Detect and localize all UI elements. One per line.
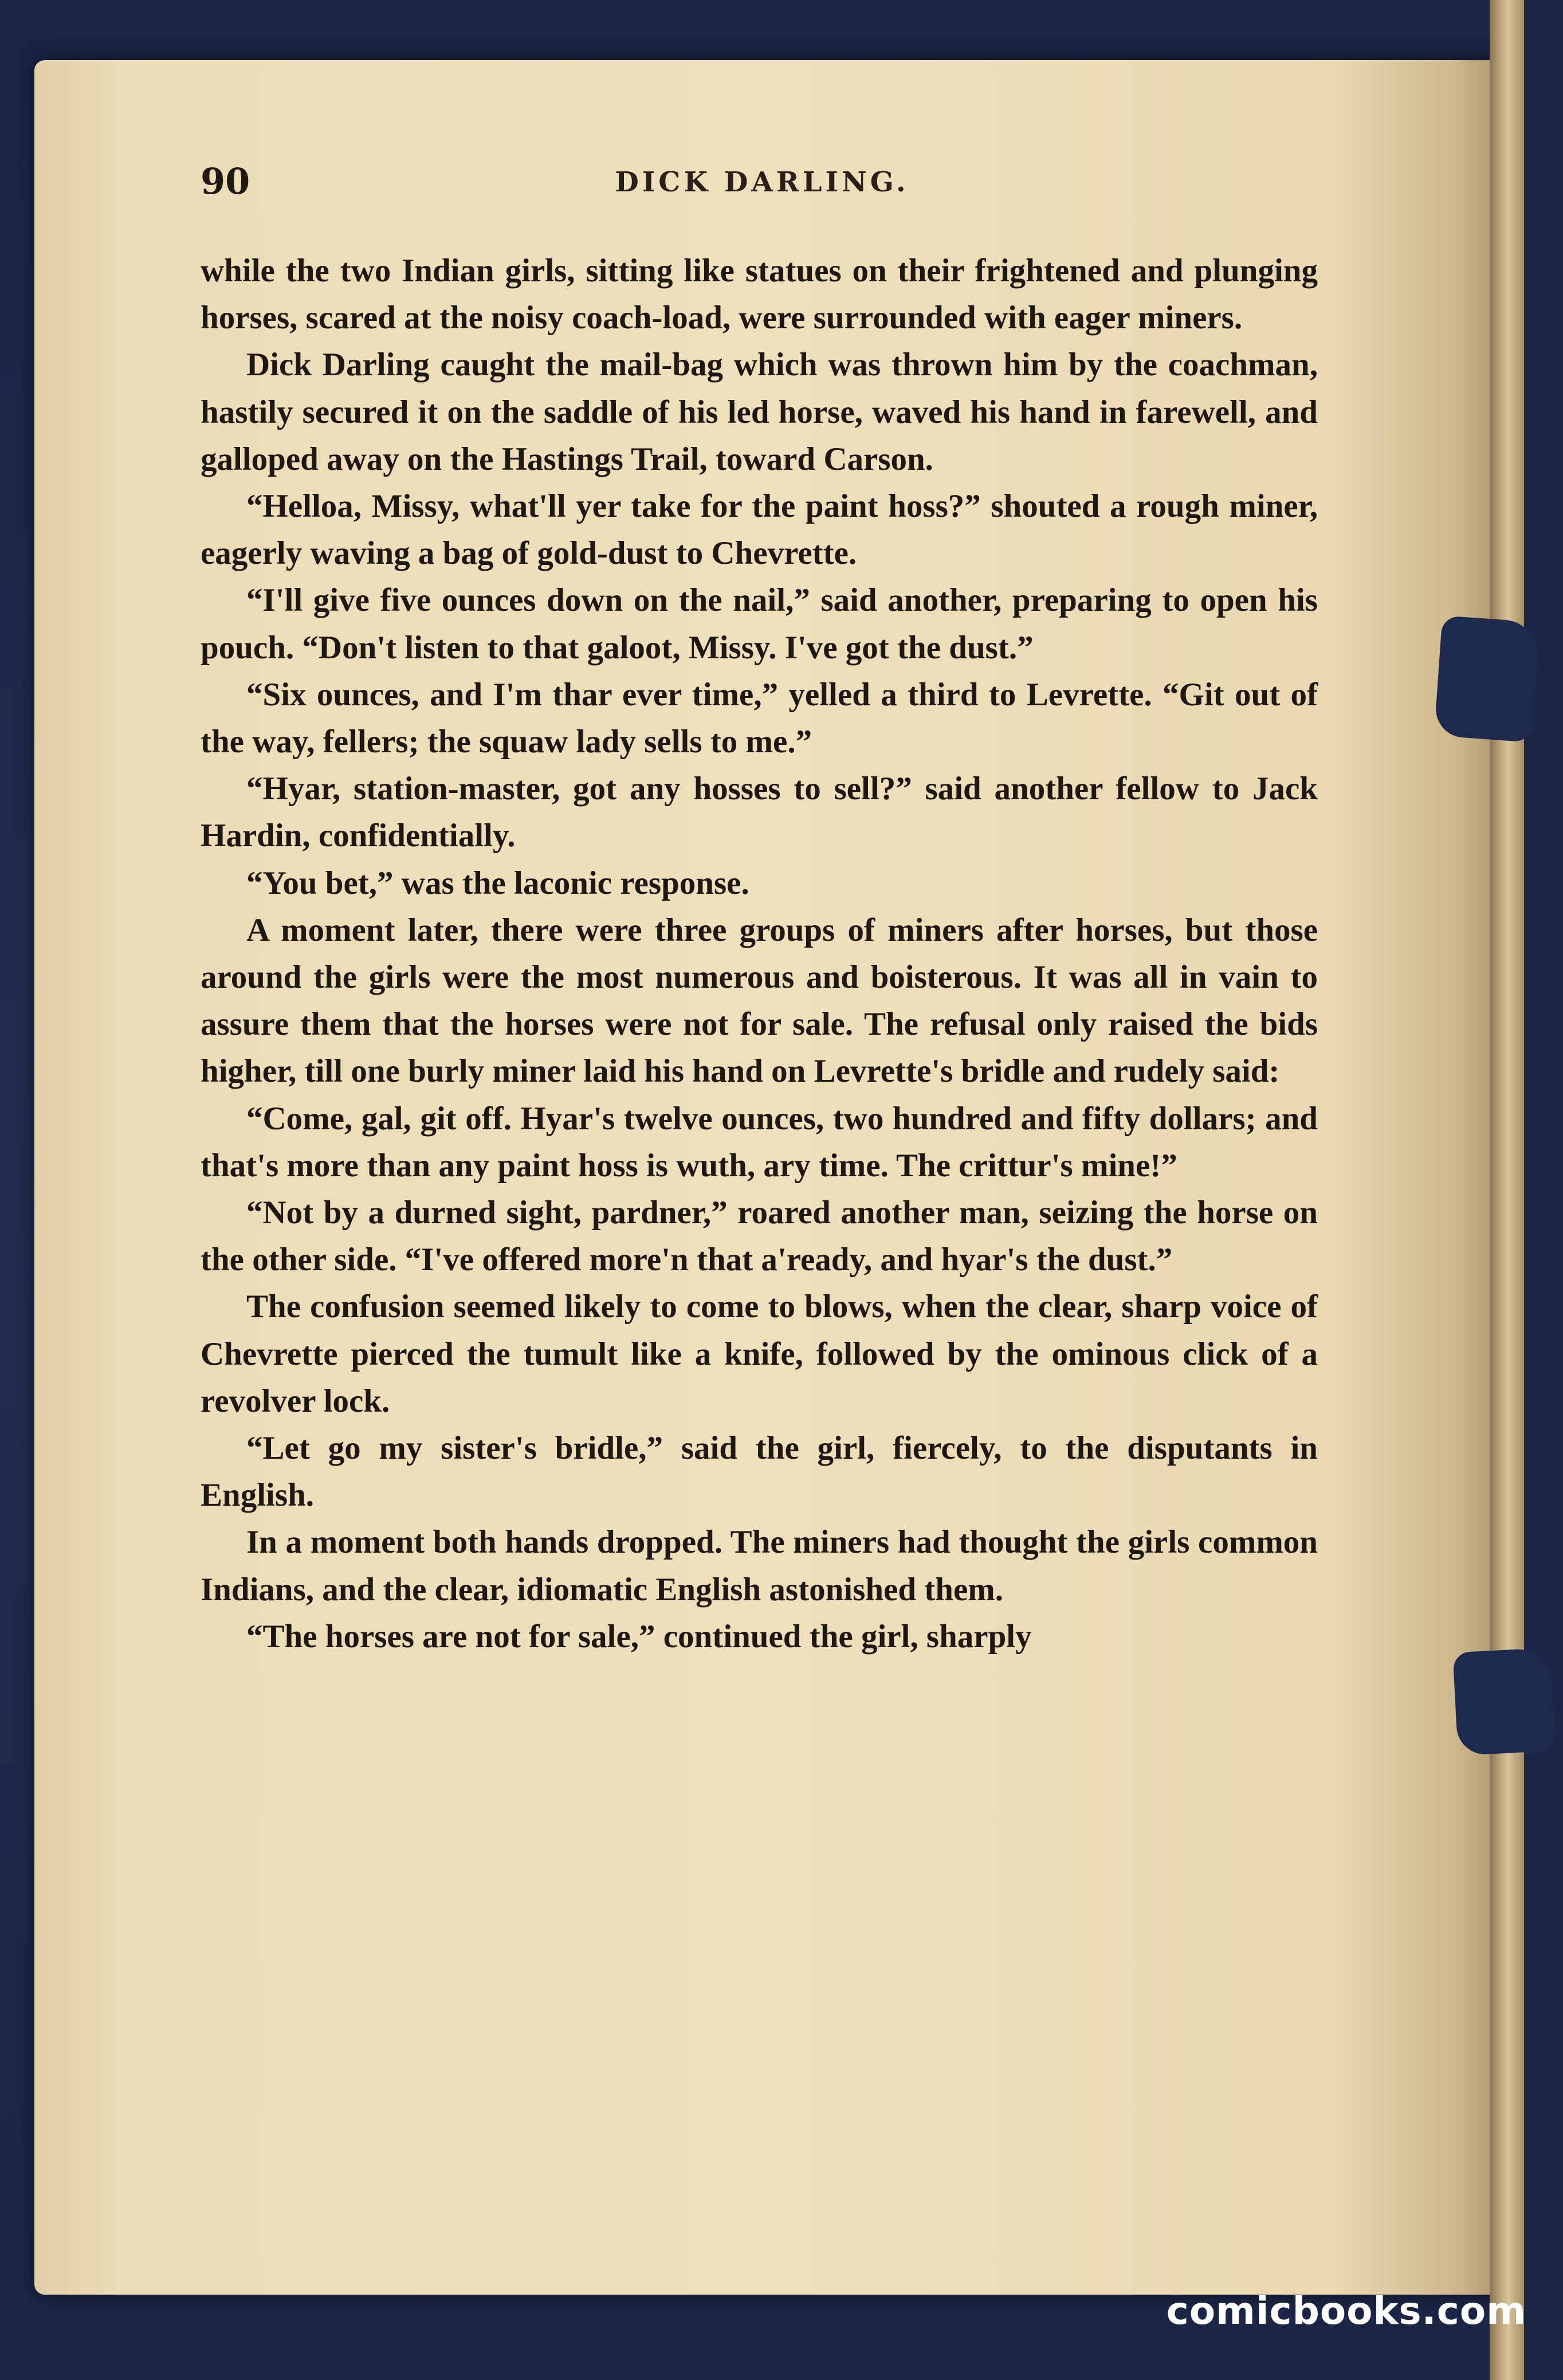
site-watermark: comicbooks.com bbox=[1166, 2289, 1526, 2333]
body-text bbox=[201, 248, 1318, 1660]
paragraph: while the two Indian girls, sitting like statues on their frightened and plunging horses, scared at the noisy coach-load, were surrounded with eager miners. bbox=[201, 253, 1318, 336]
paragraph: “You bet,” was the laconic response. bbox=[246, 865, 749, 901]
paragraph: “Hyar, station-master, got any hosses to sell?” said another fellow to Jack Hardin, confidentially. bbox=[201, 771, 1318, 854]
paragraph: Dick Darling caught the mail-bag which was thrown him by the coachman, hastily secured it on the saddle of his led horse, waved his hand in farewell, and galloped away on the Hastings Trail, toward Carson. bbox=[201, 347, 1318, 477]
paragraph: “Not by a durned sight, pardner,” roared another man, seizing the horse on the other side. “I've offered more'n that a'ready, and hyar's the dust.” bbox=[201, 1195, 1318, 1278]
paragraph: In a moment both hands dropped. The miners had thought the girls common Indians, and the clear, idiomatic English astonished them. bbox=[201, 1524, 1318, 1608]
paragraph: “I'll give five ounces down on the nail,” said another, preparing to open his pouch. “Don't listen to that galoot, Missy. I've got the dust.” bbox=[201, 582, 1318, 666]
book-spine bbox=[1490, 0, 1524, 2380]
paragraph: The confusion seemed likely to come to blows, when the clear, sharp voice of Chevrette pierced the tumult like a knife, followed by the ominous click of a revolver lock. bbox=[201, 1289, 1318, 1419]
page-number: 90 bbox=[201, 160, 250, 202]
paragraph: “Six ounces, and I'm thar ever time,” yelled a third to Levrette. “Git out of the way, fellers; the squaw lady sells to me.” bbox=[201, 676, 1318, 760]
paragraph: “Helloa, Missy, what'll yer take for the paint hoss?” shouted a rough miner, eagerly waving a bag of gold-dust to Chevrette. bbox=[201, 488, 1318, 572]
page-header bbox=[201, 160, 1324, 212]
paragraph: “The horses are not for sale,” continued the girl, sharply bbox=[246, 1618, 1032, 1655]
paragraph: “Let go my sister's bridle,” said the girl, fiercely, to the disputants in English. bbox=[201, 1430, 1318, 1514]
binding-tab-bottom bbox=[1452, 1648, 1555, 1756]
binding-tab-top bbox=[1434, 615, 1540, 742]
spine-edge bbox=[1524, 0, 1563, 2380]
paragraph: “Come, gal, git off. Hyar's twelve ounces, two hundred and fifty dollars; and that's more than any paint hoss is wuth, ary time. The crittur's mine!” bbox=[201, 1100, 1318, 1184]
paragraph: A moment later, there were three groups of miners after horses, but those around the girls were the most numerous and boisterous. It was all in vain to assure them that the horses were not for sale. The refusal only raised the bids higher, till one burly miner laid his hand on Levrette's bridle and rudely said: bbox=[201, 912, 1318, 1090]
running-head: DICK DARLING. bbox=[615, 166, 909, 198]
